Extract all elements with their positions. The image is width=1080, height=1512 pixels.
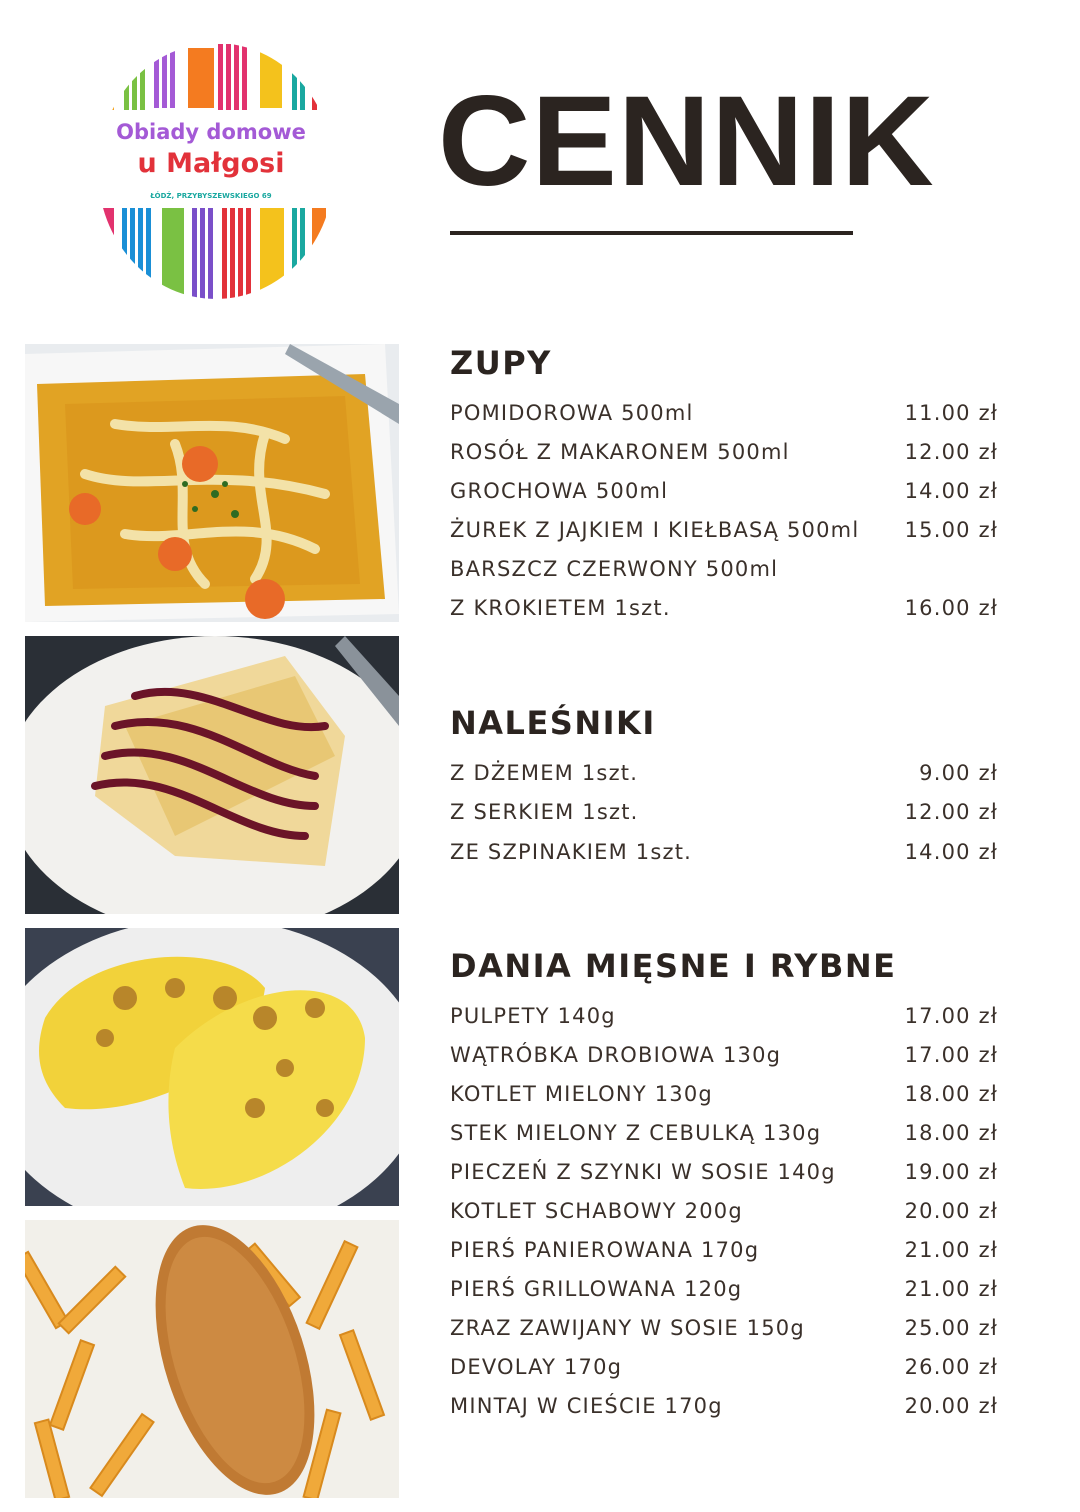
cutlet-fries-photo [25, 1220, 399, 1498]
item-price: 20.00 zł [904, 1199, 998, 1223]
item-name: ZE SZPINAKIEM 1szt. [450, 840, 693, 864]
section-title-dania-miesne: DANIA MIĘSNE I RYBNE [450, 947, 897, 985]
item-name: DEVOLAY 170g [450, 1355, 623, 1379]
item-name: Z KROKIETEM 1szt. [450, 596, 671, 620]
item-price: 25.00 zł [904, 1316, 998, 1340]
menu-item [450, 757, 998, 789]
item-name: WĄTRÓBKA DROBIOWA 130g [450, 1043, 782, 1067]
restaurant-logo [96, 40, 336, 302]
menu-item [450, 514, 998, 546]
item-name: MINTAJ W CIEŚCIE 170g [450, 1394, 723, 1418]
menu-item [450, 1390, 998, 1422]
section-title-nalesniki: NALEŚNIKI [450, 704, 656, 742]
item-price: 19.00 zł [904, 1160, 998, 1184]
logo-address: ŁÓDŹ, PRZYBYSZEWSKIEGO 69 [150, 192, 272, 200]
item-price: 14.00 zł [904, 479, 998, 503]
menu-item [450, 553, 998, 585]
item-name: PULPETY 140g [450, 1004, 616, 1028]
item-price: 12.00 zł [904, 440, 998, 464]
item-price: 21.00 zł [904, 1238, 998, 1262]
item-price: 26.00 zł [904, 1355, 998, 1379]
section-title-zupy: ZUPY [450, 344, 552, 382]
item-name: GROCHOWA 500ml [450, 479, 669, 503]
title-underline [450, 231, 853, 235]
menu-item [450, 1195, 998, 1227]
item-price: 15.00 zł [904, 518, 998, 542]
item-name: ROSÓŁ Z MAKARONEM 500ml [450, 440, 790, 464]
menu-item [450, 436, 998, 468]
item-name: STEK MIELONY Z CEBULKĄ 130g [450, 1121, 822, 1145]
item-name: ŻUREK Z JAJKIEM I KIEŁBASĄ 500ml [450, 518, 860, 542]
item-price: 18.00 zł [904, 1082, 998, 1106]
menu-item [450, 1039, 998, 1071]
item-price: 14.00 zł [904, 840, 998, 864]
item-name: KOTLET SCHABOWY 200g [450, 1199, 743, 1223]
menu-item [450, 1273, 998, 1305]
item-name: PIECZEŃ Z SZYNKI W SOSIE 140g [450, 1160, 836, 1184]
logo-line2: u Małgosi [137, 148, 285, 179]
menu-item [450, 1117, 998, 1149]
menu-item [450, 1351, 998, 1383]
menu-item [450, 592, 998, 624]
item-name: Z DŻEMEM 1szt. [450, 761, 639, 785]
menu-item [450, 1234, 998, 1266]
item-price: 21.00 zł [904, 1277, 998, 1301]
soup-photo [25, 344, 399, 622]
pancakes-photo [25, 636, 399, 914]
item-price: 17.00 zł [904, 1043, 998, 1067]
item-name: BARSZCZ CZERWONY 500ml [450, 557, 779, 581]
item-name: POMIDOROWA 500ml [450, 401, 694, 425]
item-name: KOTLET MIELONY 130g [450, 1082, 713, 1106]
item-price: 9.00 zł [919, 761, 998, 785]
menu-item [450, 1078, 998, 1110]
menu-item [450, 1000, 998, 1032]
item-name: PIERŚ GRILLOWANA 120g [450, 1277, 743, 1301]
menu-item [450, 836, 998, 868]
item-price: 18.00 zł [904, 1121, 998, 1145]
menu-item [450, 475, 998, 507]
item-price: 12.00 zł [904, 800, 998, 824]
logo-line1: Obiady domowe [116, 120, 306, 144]
item-price: 11.00 zł [904, 401, 998, 425]
item-price: 17.00 zł [904, 1004, 998, 1028]
menu-item [450, 1312, 998, 1344]
menu-item [450, 397, 998, 429]
item-name: Z SERKIEM 1szt. [450, 800, 639, 824]
menu-item [450, 1156, 998, 1188]
item-price: 16.00 zł [904, 596, 998, 620]
page-title: CENNIK [438, 70, 935, 213]
item-name: PIERŚ PANIEROWANA 170g [450, 1238, 760, 1262]
menu-item [450, 796, 998, 828]
dumplings-photo [25, 928, 399, 1206]
item-price: 20.00 zł [904, 1394, 998, 1418]
item-name: ZRAZ ZAWIJANY W SOSIE 150g [450, 1316, 805, 1340]
